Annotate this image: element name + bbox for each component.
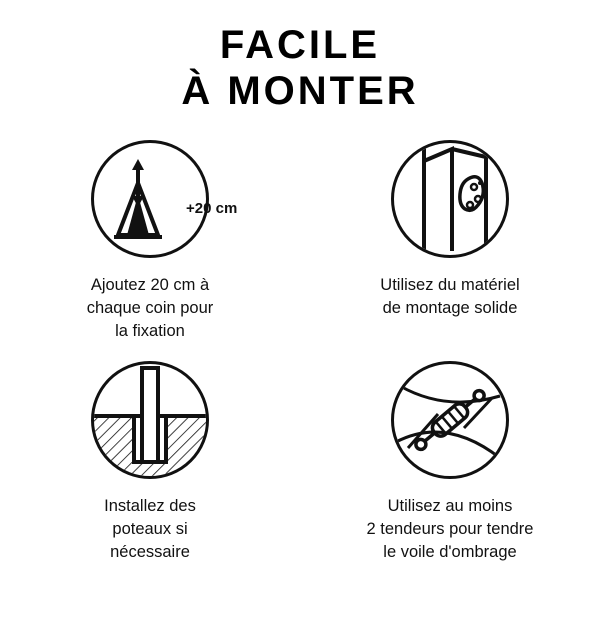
caption-line: Utilisez du matériel [380, 276, 520, 294]
instruction-item-2 [300, 140, 600, 343]
instruction-caption-2 [380, 274, 519, 320]
caption-line: nécessaire [110, 543, 190, 561]
caption-line: Installez des [104, 497, 196, 515]
title-line-2: À MONTER [181, 69, 419, 113]
instruction-caption-4 [367, 495, 534, 564]
caption-line: Utilisez au moins [387, 497, 513, 515]
title-line-1: FACILE [219, 23, 381, 67]
ground-post-icon [91, 361, 209, 479]
caption-line: 2 tendeurs pour tendre [366, 520, 534, 538]
turnbuckle-tensioner-icon [391, 361, 509, 479]
caption-line: le voile d'ombrage [383, 543, 517, 561]
instruction-caption-3 [104, 495, 196, 564]
page-title [0, 0, 600, 114]
caption-line: de montage solide [382, 299, 518, 317]
instruction-grid [0, 140, 600, 564]
instruction-item-4 [300, 361, 600, 564]
instruction-item-1 [0, 140, 300, 343]
caption-line: chaque coin pour [86, 299, 214, 317]
wall-mount-bracket-icon [391, 140, 509, 258]
corner-plus-20cm-icon [91, 140, 209, 258]
caption-line: Ajoutez 20 cm à [90, 276, 210, 294]
instruction-item-3 [0, 361, 300, 564]
caption-line: la fixation [115, 322, 185, 340]
instruction-caption-1 [87, 274, 214, 343]
caption-line: poteaux si [112, 520, 188, 538]
badge-label-20cm: +20 cm [186, 200, 238, 217]
